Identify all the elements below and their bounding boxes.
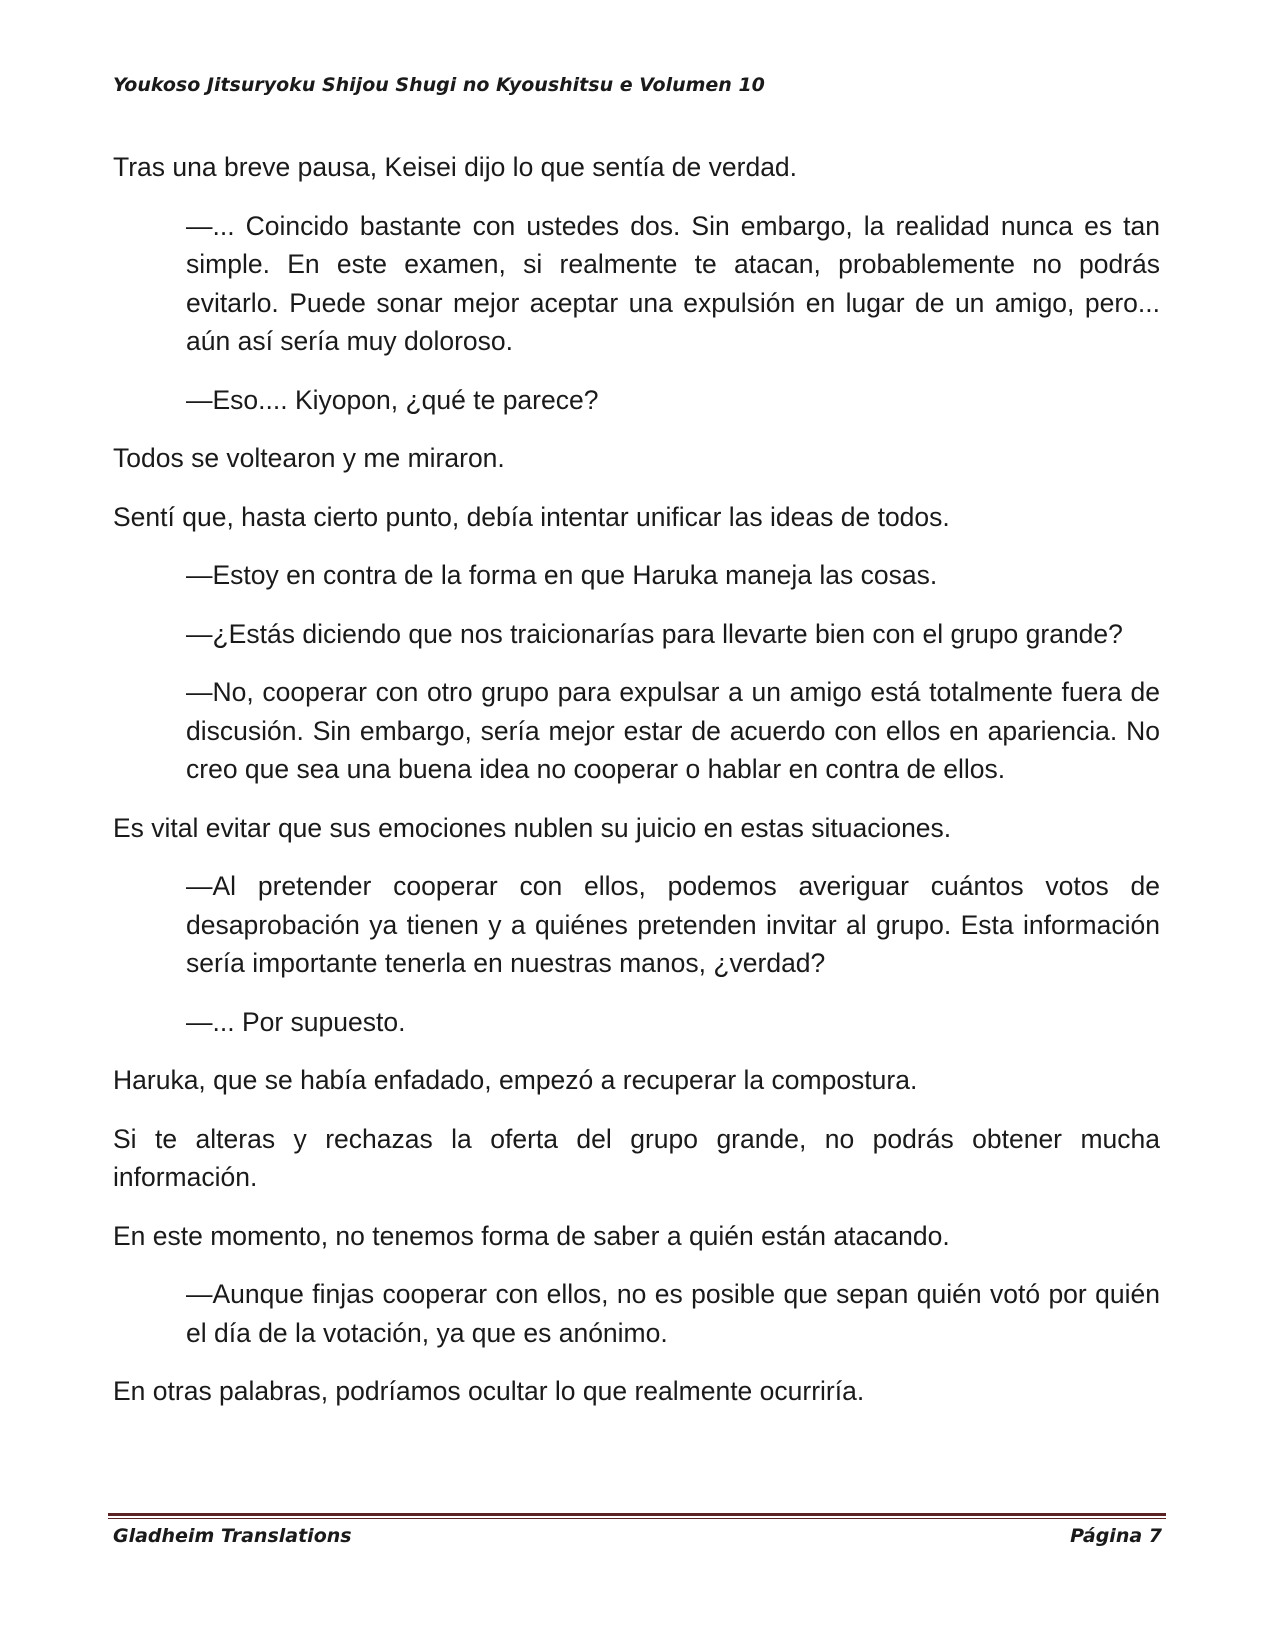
- dialogue-paragraph: —No, cooperar con otro grupo para expulsar a un amigo está totalmente fuera de discusión. Sin embargo, sería mejor estar de acuerdo con ellos en apariencia. No creo que sea una buena idea no cooperar o hablar en contra de ellos.: [186, 677, 1160, 784]
- paragraph: Si te alteras y rechazas la oferta del grupo grande, no podrás obtener mucha información.: [113, 1123, 1160, 1192]
- paragraph: En otras palabras, podríamos ocultar lo que realmente ocurriría.: [113, 1376, 865, 1406]
- footer-rule: [108, 1513, 1166, 1519]
- body-text: [113, 148, 1160, 1431]
- dialogue-paragraph: —Al pretender cooperar con ellos, podemos averiguar cuántos votos de desaprobación ya tienen y a quiénes pretenden invitar al grupo. Esta información sería importante tenerla en nuestras manos, ¿verdad?: [186, 871, 1160, 978]
- footer-publisher: Gladheim Translations: [113, 1525, 352, 1547]
- dialogue-paragraph: —Eso.... Kiyopon, ¿qué te parece?: [186, 384, 599, 415]
- paragraph: Todos se voltearon y me miraron.: [113, 443, 505, 473]
- paragraph: En este momento, no tenemos forma de saber a quién están atacando.: [113, 1220, 950, 1251]
- dialogue-paragraph: —... Coincido bastante con ustedes dos. Sin embargo, la realidad nunca es tan simple. En este examen, si realmente te atacan, probablemente no podrás evitarlo. Puede sonar mejor aceptar una expulsión en lugar de un amigo, pero... aún así sería muy doloroso.: [186, 210, 1160, 356]
- dialogue-paragraph: —Estoy en contra de la forma en que Haruka maneja las cosas.: [186, 560, 938, 590]
- paragraph: Haruka, que se había enfadado, empezó a recuperar la compostura.: [113, 1065, 918, 1095]
- paragraph: Es vital evitar que sus emociones nublen su juicio en estas situaciones.: [113, 812, 952, 843]
- paragraph: Tras una breve pausa, Keisei dijo lo que sentía de verdad.: [113, 152, 798, 182]
- paragraph: Sentí que, hasta cierto punto, debía intentar unificar las ideas de todos.: [113, 501, 950, 532]
- dialogue-paragraph: —... Por supuesto.: [186, 1006, 406, 1037]
- running-header: Youkoso Jitsuryoku Shijou Shugi no Kyoushitsu e Volumen 10: [113, 74, 765, 96]
- page-number: Página 7: [1070, 1525, 1162, 1547]
- dialogue-paragraph: —Aunque finjas cooperar con ellos, no es posible que sepan quién votó por quién el día de la votación, ya que es anónimo.: [186, 1279, 1160, 1348]
- dialogue-paragraph: —¿Estás diciendo que nos traicionarías para llevarte bien con el grupo grande?: [186, 618, 1123, 649]
